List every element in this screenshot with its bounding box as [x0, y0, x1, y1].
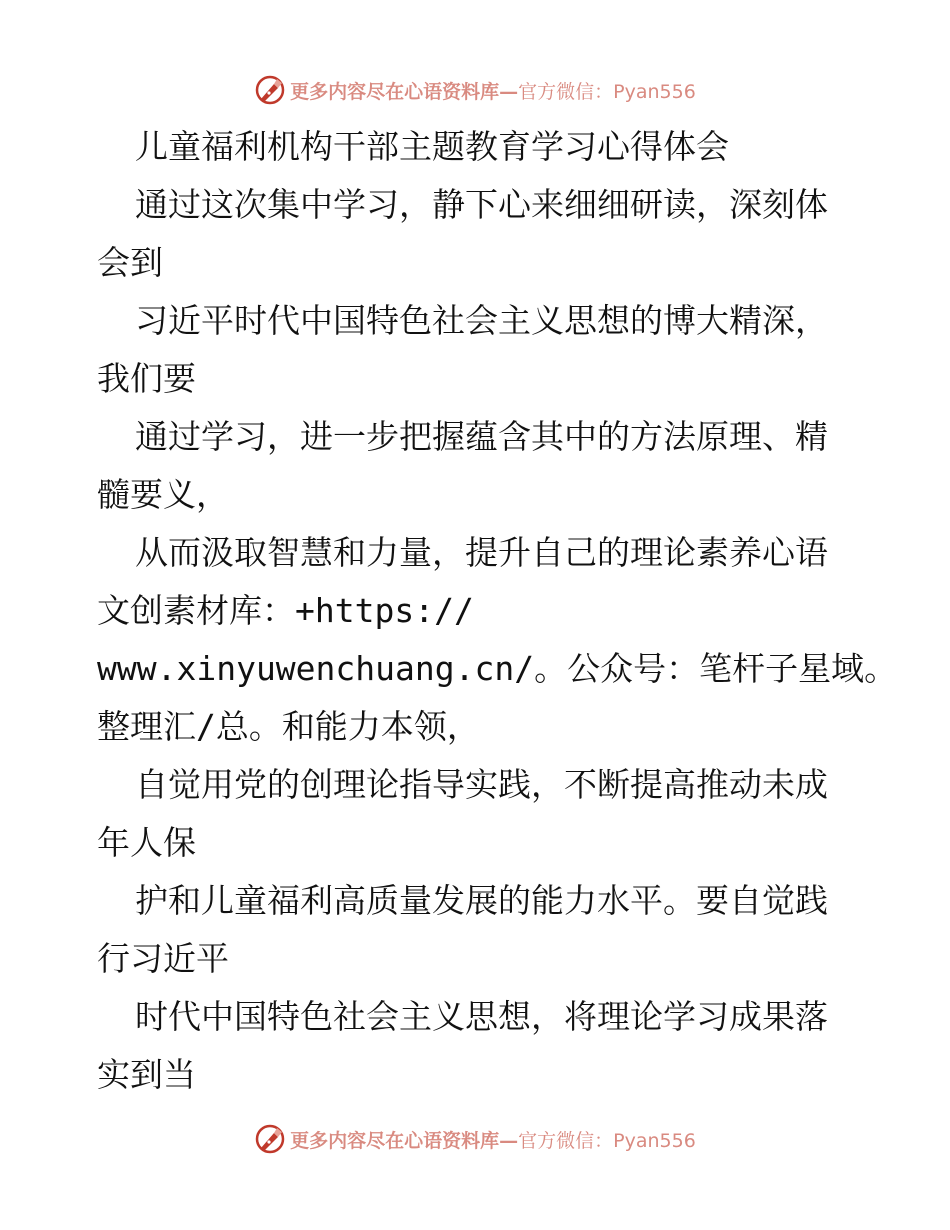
pen-nib-circle-icon — [254, 1123, 286, 1155]
text-line: www.xinyuwenchuang.cn/。公众号：笔杆子星域。 — [97, 649, 898, 688]
text-line: 我们要 — [97, 359, 196, 398]
text-line: 时代中国特色社会主义思想，将理论学习成果落 — [135, 997, 828, 1036]
text-line: 行习近平 — [97, 939, 229, 978]
text-line: 实到当 — [97, 1055, 196, 1094]
banner-wechat-text: 官方微信：Pyan556 — [518, 80, 696, 103]
text-line: 从而汲取智慧和力量，提升自己的理论素养心语 — [135, 533, 828, 572]
text-line: 通过学习，进一步把握蕴含其中的方法原理、精 — [135, 417, 828, 456]
banner-site-text: 更多内容尽在心语资料库— — [290, 1129, 519, 1152]
text-line: 会到 — [97, 243, 163, 282]
text-line: 髓要义， — [97, 475, 229, 514]
pen-nib-circle-icon — [254, 74, 286, 106]
text-line: 整理汇/总。和能力本领， — [97, 707, 480, 746]
document-body — [97, 118, 898, 1104]
text-line: 习近平时代中国特色社会主义思想的博大精深， — [135, 301, 828, 340]
header-watermark-banner — [0, 72, 950, 108]
banner-wechat-text: 官方微信：Pyan556 — [518, 1129, 696, 1152]
banner-site-text: 更多内容尽在心语资料库— — [290, 80, 519, 103]
text-line: 文创素材库：+https:// — [97, 591, 474, 630]
text-line: 年人保 — [97, 823, 196, 862]
text-line: 通过这次集中学习，静下心来细细研读，深刻体 — [135, 185, 828, 224]
footer-watermark-banner — [0, 1121, 950, 1157]
document-title: 儿童福利机构干部主题教育学习心得体会 — [135, 127, 729, 166]
text-line: 自觉用党的创理论指导实践，不断提高推动未成 — [135, 765, 828, 804]
text-line: 护和儿童福利高质量发展的能力水平。要自觉践 — [135, 881, 828, 920]
